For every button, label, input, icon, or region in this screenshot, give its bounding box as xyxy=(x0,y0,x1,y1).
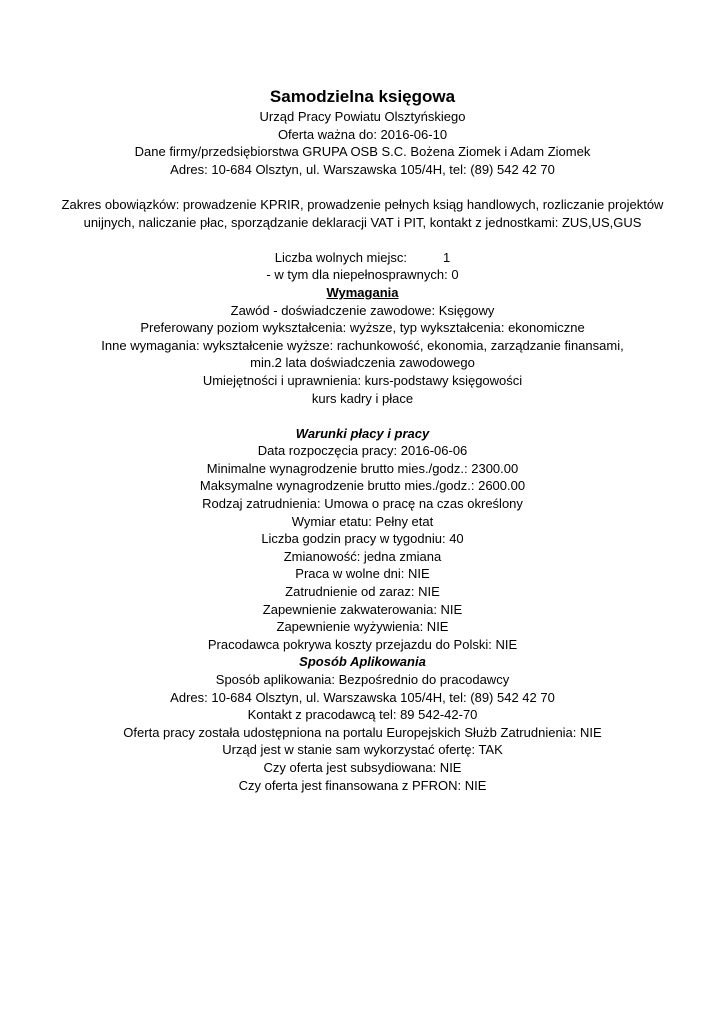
company-address: Adres: 10-684 Olsztyn, ul. Warszawska 105/4H, tel: (89) 542 42 70 xyxy=(170,161,555,177)
vacancies-value: 1 xyxy=(442,249,451,265)
condition-line: Zatrudnienie od zaraz: NIE xyxy=(285,584,440,600)
requirement-line: Preferowany poziom wykształcenia: wyższe, typ wykształcenia: ekonomiczne xyxy=(140,320,585,336)
job-offer-document xyxy=(60,86,665,794)
company-info: Dane firmy/przedsiębiorstwa GRUPA OSB S.C. Bożena Ziomek i Adam Ziomek xyxy=(134,144,591,160)
condition-line: Rodzaj zatrudnienia: Umowa o pracę na czas określony xyxy=(202,496,523,512)
spacer xyxy=(60,407,665,425)
spacer xyxy=(60,178,665,196)
requirement-line: Umiejętności i uprawnienia: kurs-podstawy księgowości xyxy=(202,372,523,388)
condition-line: Zapewnienie wyżywienia: NIE xyxy=(276,619,449,635)
requirements-heading: Wymagania xyxy=(326,284,399,300)
condition-line: Zapewnienie zakwaterowania: NIE xyxy=(262,601,463,617)
page-title: Samodzielna księgowa xyxy=(269,87,456,106)
requirement-line: min.2 lata doświadczenia zawodowego xyxy=(250,355,475,371)
vacancies xyxy=(60,249,665,267)
requirement-line: Inne wymagania: wykształcenie wyższe: rachunkowość, ekonomia, zarządzanie finansami, xyxy=(101,337,624,353)
requirement-line: Zawód - doświadczenie zawodowe: Księgowy xyxy=(230,302,495,318)
application-line: Urząd jest w stanie sam wykorzystać ofertę: TAK xyxy=(222,742,503,758)
duties: Zakres obowiązków: prowadzenie KPRIR, prowadzenie pełnych ksiąg handlowych, rozliczanie projektów unijnych, naliczanie płac, sporządzanie deklaracji VAT i PIT, kontakt z jednostkami: ZUS,US,GUS xyxy=(61,196,664,230)
spacer xyxy=(60,231,665,249)
condition-line: Zmianowość: jedna zmiana xyxy=(283,548,442,564)
condition-line: Wymiar etatu: Pełny etat xyxy=(291,513,434,529)
application-heading: Sposób Aplikowania xyxy=(299,654,426,670)
application-line: Czy oferta jest finansowana z PFRON: NIE xyxy=(238,777,487,793)
condition-line: Pracodawca pokrywa koszty przejazdu do Polski: NIE xyxy=(207,636,518,652)
application-line: Czy oferta jest subsydiowana: NIE xyxy=(263,759,462,775)
condition-line: Liczba godzin pracy w tygodniu: 40 xyxy=(261,531,464,547)
application-line: Kontakt z pracodawcą tel: 89 542-42-70 xyxy=(247,707,478,723)
vacancies-label: Liczba wolnych miejsc: xyxy=(274,249,407,265)
office-name: Urząd Pracy Powiatu Olsztyńskiego xyxy=(259,109,466,124)
application-line: Adres: 10-684 Olsztyn, ul. Warszawska 105/4H, tel: (89) 542 42 70 xyxy=(170,689,555,705)
condition-line: Data rozpoczęcia pracy: 2016-06-06 xyxy=(257,443,468,459)
conditions-heading: Warunki płacy i pracy xyxy=(295,425,430,441)
condition-line: Maksymalne wynagrodzenie brutto mies./godz.: 2600.00 xyxy=(199,478,526,494)
condition-line: Minimalne wynagrodzenie brutto mies./godz.: 2300.00 xyxy=(206,460,519,476)
requirement-line: kurs kadry i płace xyxy=(311,390,414,406)
application-line: Oferta pracy została udostępniona na portalu Europejskich Służb Zatrudnienia: NIE xyxy=(123,724,602,740)
valid-until: Oferta ważna do: 2016-06-10 xyxy=(277,126,448,142)
application-line: Sposób aplikowania: Bezpośrednio do pracodawcy xyxy=(215,672,510,687)
condition-line: Praca w wolne dni: NIE xyxy=(295,566,430,582)
vacancies-disabled: - w tym dla niepełnosprawnych: 0 xyxy=(266,267,459,283)
